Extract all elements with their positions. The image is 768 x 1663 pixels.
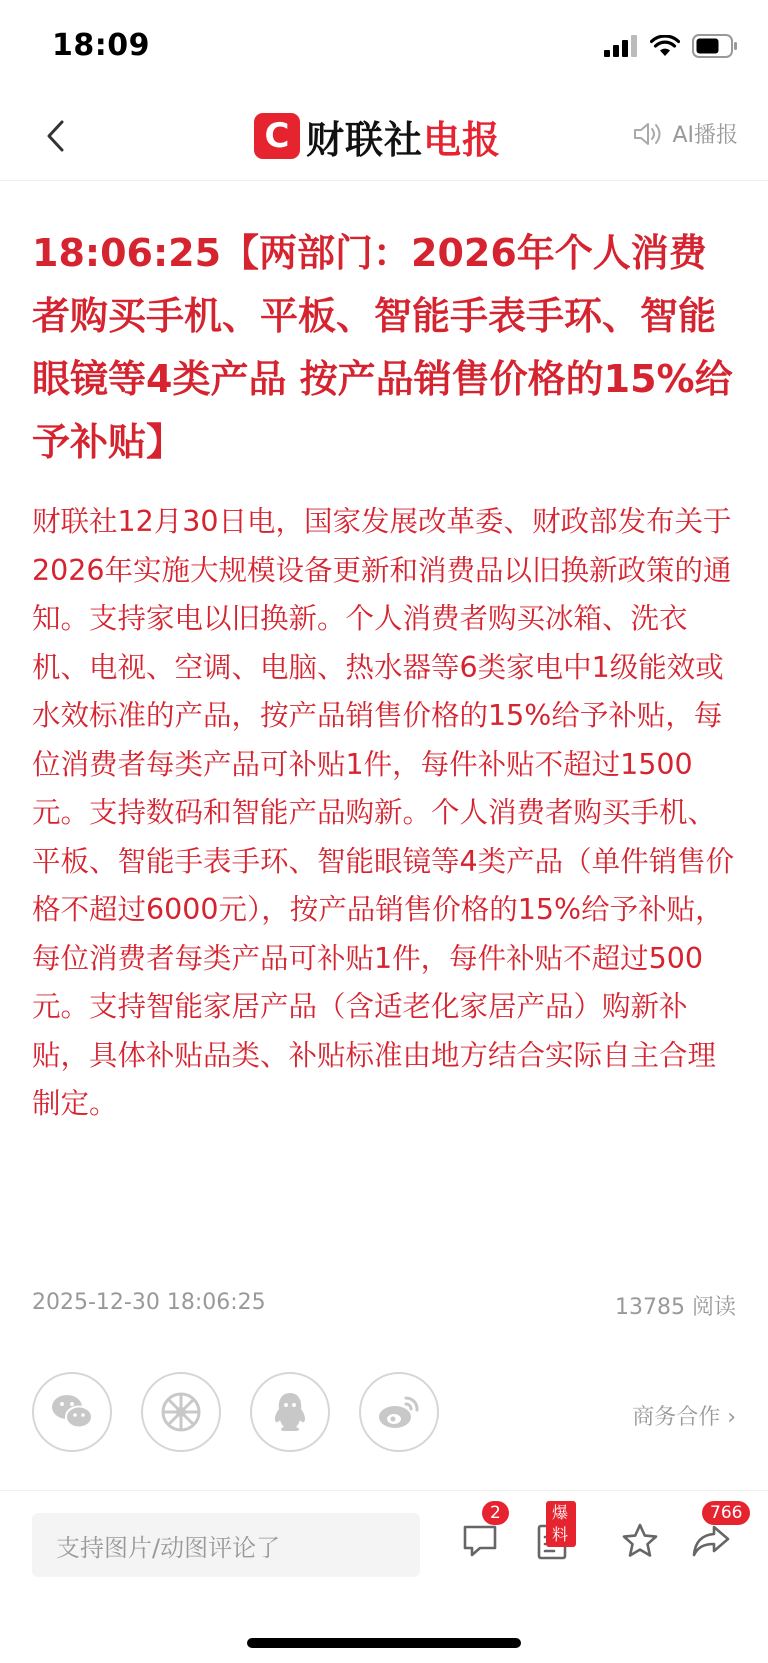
star-icon bbox=[620, 1521, 660, 1561]
status-time: 18:09 bbox=[52, 28, 150, 63]
logo-text bbox=[306, 109, 501, 164]
ai-broadcast-label: AI播报 bbox=[672, 123, 738, 148]
back-button[interactable] bbox=[38, 112, 78, 160]
comment-count-badge: 2 bbox=[482, 1501, 509, 1525]
battery-icon bbox=[692, 34, 738, 58]
business-cooperation-link[interactable]: 商务合作 › bbox=[632, 1405, 736, 1430]
app-logo bbox=[254, 108, 501, 164]
bottom-bar bbox=[0, 1490, 768, 1611]
share-moments-button[interactable] bbox=[141, 1372, 221, 1452]
logo-mark: C bbox=[254, 113, 300, 159]
share-button[interactable] bbox=[690, 1503, 743, 1565]
share-wechat-button[interactable] bbox=[32, 1372, 112, 1452]
publish-time: 2025-12-30 18:06:25 bbox=[32, 1290, 266, 1315]
favorite-button[interactable] bbox=[618, 1515, 664, 1565]
qq-icon bbox=[272, 1391, 308, 1433]
home-indicator bbox=[247, 1638, 521, 1648]
report-tip-button[interactable] bbox=[530, 1503, 576, 1565]
logo-text-red: 电报 bbox=[423, 117, 502, 162]
chevron-left-icon bbox=[38, 112, 78, 160]
article-meta bbox=[32, 1290, 736, 1320]
nav-bar bbox=[0, 92, 768, 181]
ai-broadcast-button[interactable] bbox=[632, 118, 738, 149]
share-qq-button[interactable] bbox=[250, 1372, 330, 1452]
comment-input[interactable]: 支持图片/动图评论了 bbox=[32, 1513, 420, 1577]
logo-text-black: 财联社 bbox=[306, 117, 424, 162]
share-weibo-button[interactable] bbox=[359, 1372, 439, 1452]
status-bar bbox=[0, 0, 768, 92]
comments-button[interactable] bbox=[458, 1503, 504, 1565]
share-arrow-icon bbox=[690, 1521, 732, 1561]
read-count: 13785 阅读 bbox=[615, 1295, 736, 1320]
share-row bbox=[32, 1372, 439, 1452]
wifi-icon bbox=[650, 35, 680, 57]
weibo-icon bbox=[376, 1392, 422, 1432]
comment-icon bbox=[460, 1521, 500, 1561]
signal-icon bbox=[604, 35, 638, 57]
status-icons bbox=[604, 32, 738, 60]
report-badge: 爆料 bbox=[546, 1501, 576, 1547]
share-count-badge: 766 bbox=[702, 1501, 750, 1525]
moments-icon bbox=[160, 1391, 202, 1433]
article-body: 财联社12月30日电，国家发展改革委、财政部发布关于2026年实施大规模设备更新和消费品以旧换新政策的通知。支持家电以旧换新。个人消费者购买冰箱、洗衣机、电视、空调、电脑、热水器等6类家电中1级能效或水效标准的产品，按产品销售价格的15%给予补贴，每位消费者每类产品可补贴1件，每件补贴不超过1500元。支持数码和智能产品购新。个人消费者购买手机、平板、智能手表手环、智能眼镜等4类产品（单件销售价格不超过6000元），按产品销售价格的15%给予补贴，每位消费者每类产品可补贴1件，每件补贴不超过500元。支持智能家居产品（含适老化家居产品）购新补贴，具体补贴品类、补贴标准由地方结合实际自主合理制定。 bbox=[32, 505, 735, 1120]
wechat-icon bbox=[50, 1392, 94, 1432]
article-title: 18:06:25【两部门：2026年个人消费者购买手机、平板、智能手表手环、智能眼镜等4类产品 按产品销售价格的15%给予补贴】 bbox=[32, 231, 733, 464]
speaker-icon bbox=[632, 120, 664, 148]
